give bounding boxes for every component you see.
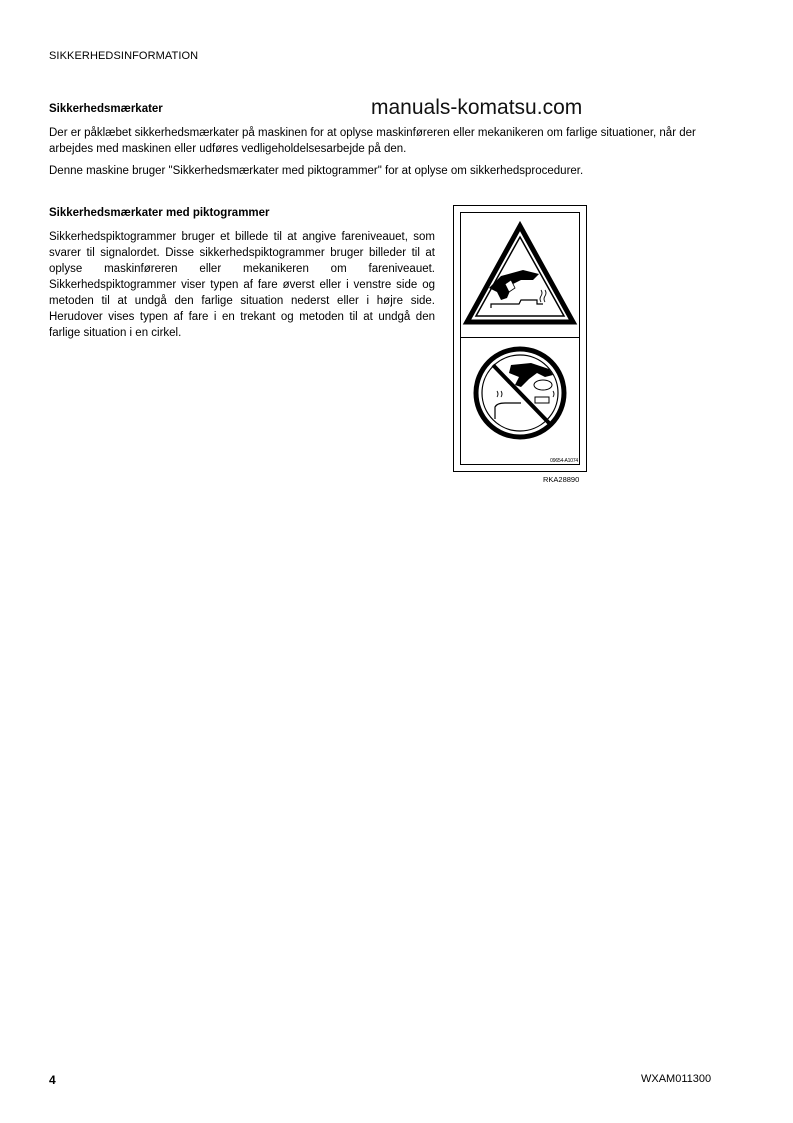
paragraph-pictograms-description: Sikkerhedspiktogrammer bruger et billede til at angive fareniveauet, som svarer til signalordet. Disse sikkerhedspiktogrammer bruger billeder til at oplyse maskinføreren eller mekanikeren om fareniveauet. Sikkerhedspiktogrammer viser typen af fare øverst eller i venstre side og metoden til at undgå den farlige situation nederst eller i højre side. Herudover vises typen af fare i en trekant og metoden til at undgå den farlige situation i en cirkel. bbox=[49, 231, 435, 339]
figure-inner-frame bbox=[460, 212, 580, 465]
figure-part-code: 09654-A1074 bbox=[550, 458, 578, 464]
figure-label: RKA28890 bbox=[543, 475, 580, 484]
safety-pictogram-figure bbox=[453, 205, 587, 472]
section-heading-safety-labels: Sikkerhedsmærkater bbox=[49, 103, 163, 115]
figure-divider bbox=[461, 337, 579, 338]
hazard-triangle-burn-icon bbox=[461, 218, 579, 336]
prohibition-circle-hot-surface-icon bbox=[461, 341, 579, 459]
document-code: WXAM011300 bbox=[641, 1073, 712, 1085]
page-number: 4 bbox=[49, 1073, 56, 1087]
section-heading-pictograms: Sikkerhedsmærkater med piktogrammer bbox=[49, 207, 270, 219]
paragraph-safety-labels-intro: Der er påklæbet sikkerhedsmærkater på maskinen for at oplyse maskinføreren eller mekanikeren om farlige situationer, når der arbejdes med maskinen eller udføres vedligeholdelsesarbejde på den. bbox=[49, 127, 696, 155]
watermark: manuals-komatsu.com bbox=[371, 96, 583, 119]
section-header: SIKKERHEDSINFORMATION bbox=[49, 50, 199, 62]
paragraph-pictogram-usage: Denne maskine bruger "Sikkerhedsmærkater med piktogrammer" for at oplyse om sikkerhedsprocedurer. bbox=[49, 165, 584, 177]
